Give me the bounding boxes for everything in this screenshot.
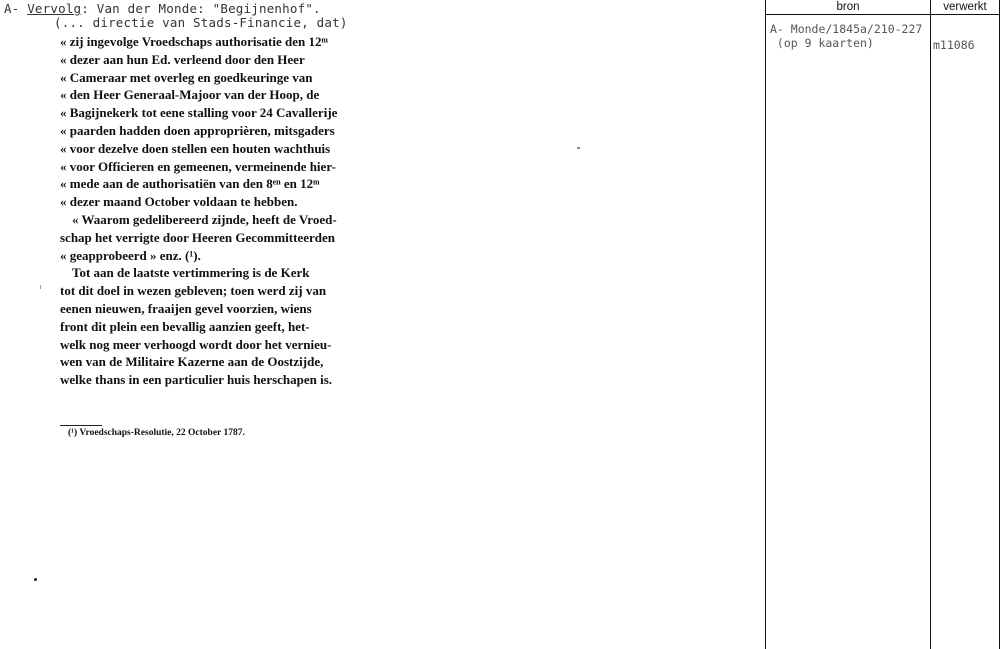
table-border-left bbox=[765, 0, 766, 649]
text-line: « voor dezelve doen stellen een houten wachthuis bbox=[60, 140, 331, 156]
text-line: schap het verrigte door Heeren Gecommitteerden bbox=[60, 229, 335, 245]
heading-vervolg: Vervolg bbox=[27, 1, 82, 16]
text-line: « mede aan de authorisatiën van den 8ᵉⁿ en 12ᵐ bbox=[60, 176, 320, 192]
text-line: welke thans in een particulier huis herschapen is. bbox=[60, 372, 333, 388]
bron-value bbox=[770, 22, 922, 50]
heading-line-2: (... directie van Stads-Financie, dat) bbox=[54, 15, 348, 30]
typed-heading bbox=[4, 2, 348, 30]
text-line: « Cameraar met overleg en goedkeuringe van bbox=[60, 69, 313, 85]
bron-line-2: (op 9 kaarten) bbox=[770, 36, 874, 50]
text-line: Tot aan de laatste vertimmering is de Kerk bbox=[72, 265, 310, 281]
scan-speck bbox=[577, 147, 580, 149]
footnote: (¹) Vroedschaps-Resolutie, 22 October 1787. bbox=[68, 428, 245, 438]
header-bron: bron bbox=[836, 1, 860, 13]
table-column-divider bbox=[930, 0, 931, 649]
text-line: « voor Officieren en gemeenen, vermeinende hier- bbox=[60, 158, 336, 174]
heading-rest: : Van der Monde: "Begijnenhof". bbox=[81, 1, 321, 16]
table-header-rule bbox=[765, 14, 1000, 15]
heading-line-1 bbox=[4, 2, 348, 16]
text-line: « dezer aan hun Ed. verleend door den Heer bbox=[60, 51, 305, 67]
text-line: tot dit doel in wezen gebleven; toen werd zij van bbox=[60, 283, 327, 299]
text-line: « Bagijnekerk tot eene stalling voor 24 Cavallerije bbox=[60, 105, 338, 121]
printed-text bbox=[60, 33, 360, 389]
text-line: welk nog meer verhoogd wordt door het vernieu- bbox=[60, 336, 332, 352]
scan-speck bbox=[40, 285, 41, 289]
text-line: wen van de Militaire Kazerne aan de Oostzijde, bbox=[60, 354, 324, 370]
header-verwerkt: verwerkt bbox=[943, 1, 987, 13]
text-line: « geapprobeerd » enz. (¹). bbox=[60, 247, 201, 263]
text-line: « paarden hadden doen approprièren, mitsgaders bbox=[60, 122, 335, 138]
verwerkt-value: m11086 bbox=[933, 38, 975, 52]
text-line: « Waarom gedelibereerd zijnde, heeft de Vroed- bbox=[72, 211, 337, 227]
scan-speck bbox=[34, 578, 37, 581]
text-line: eenen nieuwen, fraaijen gevel voorzien, wiens bbox=[60, 300, 312, 316]
text-line: front dit plein een bevallig aanzien geeft, het- bbox=[60, 318, 310, 334]
text-line: « dezer maand October voldaan te hebben. bbox=[60, 194, 298, 210]
heading-prefix: A- bbox=[4, 1, 20, 16]
text-line: « den Heer Generaal-Majoor van der Hoop, de bbox=[60, 87, 320, 103]
text-line: « zij ingevolge Vroedschaps authorisatie den 12ᵐ bbox=[60, 34, 328, 49]
footnote-rule bbox=[60, 425, 102, 426]
bron-line-1: A- Monde/1845a/210-227 bbox=[770, 22, 923, 36]
source-table bbox=[765, 0, 1000, 649]
